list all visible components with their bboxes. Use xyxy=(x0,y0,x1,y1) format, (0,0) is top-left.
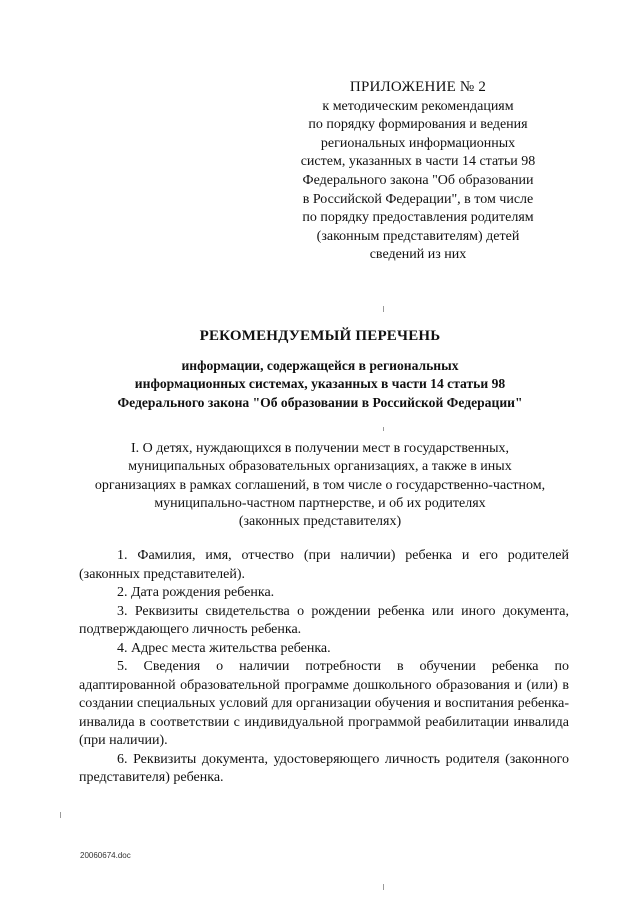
items-list xyxy=(79,547,569,788)
section-heading-line: (законных представителях) xyxy=(238,514,402,530)
appendix-line: систем, указанных в части 14 статьи 98 xyxy=(300,154,536,170)
list-item: 6. Реквизиты документа, удостоверяющего личность родителя (законного представителя) ребенка. xyxy=(79,751,569,785)
list-item: 1. Фамилия, имя, отчество (при наличии) ребенка и его родителей (законных представителей). xyxy=(79,548,569,582)
appendix-line: по порядку предоставления родителям xyxy=(302,210,534,226)
list-item: 5. Сведения о наличии потребности в обучении ребенка по адаптированной образовательной программе дошкольного образования и (или) в создании специальных условий для организации обучения и воспитания ребенка-инвалида в соответствии с индивидуальной программой реабилитации инвалида (при наличии). xyxy=(79,659,569,748)
heading-subtitle-line: Федерального закона "Об образовании в Российской Федерации" xyxy=(117,394,523,410)
section-heading xyxy=(60,440,580,531)
heading-title: РЕКОМЕНДУЕМЫЙ ПЕРЕЧЕНЬ xyxy=(199,328,441,344)
section-heading-line: муниципальных образовательных организациях, а также в иных xyxy=(128,459,512,475)
list-item: 4. Адрес места жительства ребенка. xyxy=(117,640,331,656)
section-heading-line: I. О детях, нуждающихся в получении мест в государственных, xyxy=(131,441,509,456)
appendix-line: региональных информационных xyxy=(320,135,516,151)
appendix-line: в Российской Федерации", в том числе xyxy=(302,191,534,207)
section-heading-line: муниципально-частном партнерстве, и об их родителях xyxy=(154,495,486,511)
appendix-line: по порядку формирования и ведения xyxy=(308,117,528,133)
scan-mark xyxy=(383,427,384,431)
list-item: 2. Дата рождения ребенка. xyxy=(117,585,275,600)
list-item: 3. Реквизиты свидетельства о рождении ребенка или иного документа, подтверждающего личность ребенка. xyxy=(79,603,569,637)
appendix-block xyxy=(268,78,568,265)
document-heading xyxy=(40,327,600,412)
scan-mark xyxy=(383,306,384,312)
appendix-line: сведений из них xyxy=(369,247,467,263)
heading-subtitle-line: информационных системах, указанных в части 14 статьи 98 xyxy=(134,376,506,392)
appendix-title: ПРИЛОЖЕНИЕ № 2 xyxy=(349,79,487,95)
scan-mark xyxy=(383,884,384,890)
heading-subtitle-line: информации, содержащейся в региональных xyxy=(181,358,459,373)
footer-filename: 20060674.doc xyxy=(80,851,131,860)
appendix-line: к методическим рекомендациям xyxy=(322,98,514,114)
appendix-line: Федерального закона "Об образовании xyxy=(302,172,534,188)
appendix-line: (законным представителям) детей xyxy=(316,228,520,244)
section-heading-line: организациях в рамках соглашений, в том числе о государственно-частном, xyxy=(94,477,546,493)
scan-mark xyxy=(60,812,61,818)
